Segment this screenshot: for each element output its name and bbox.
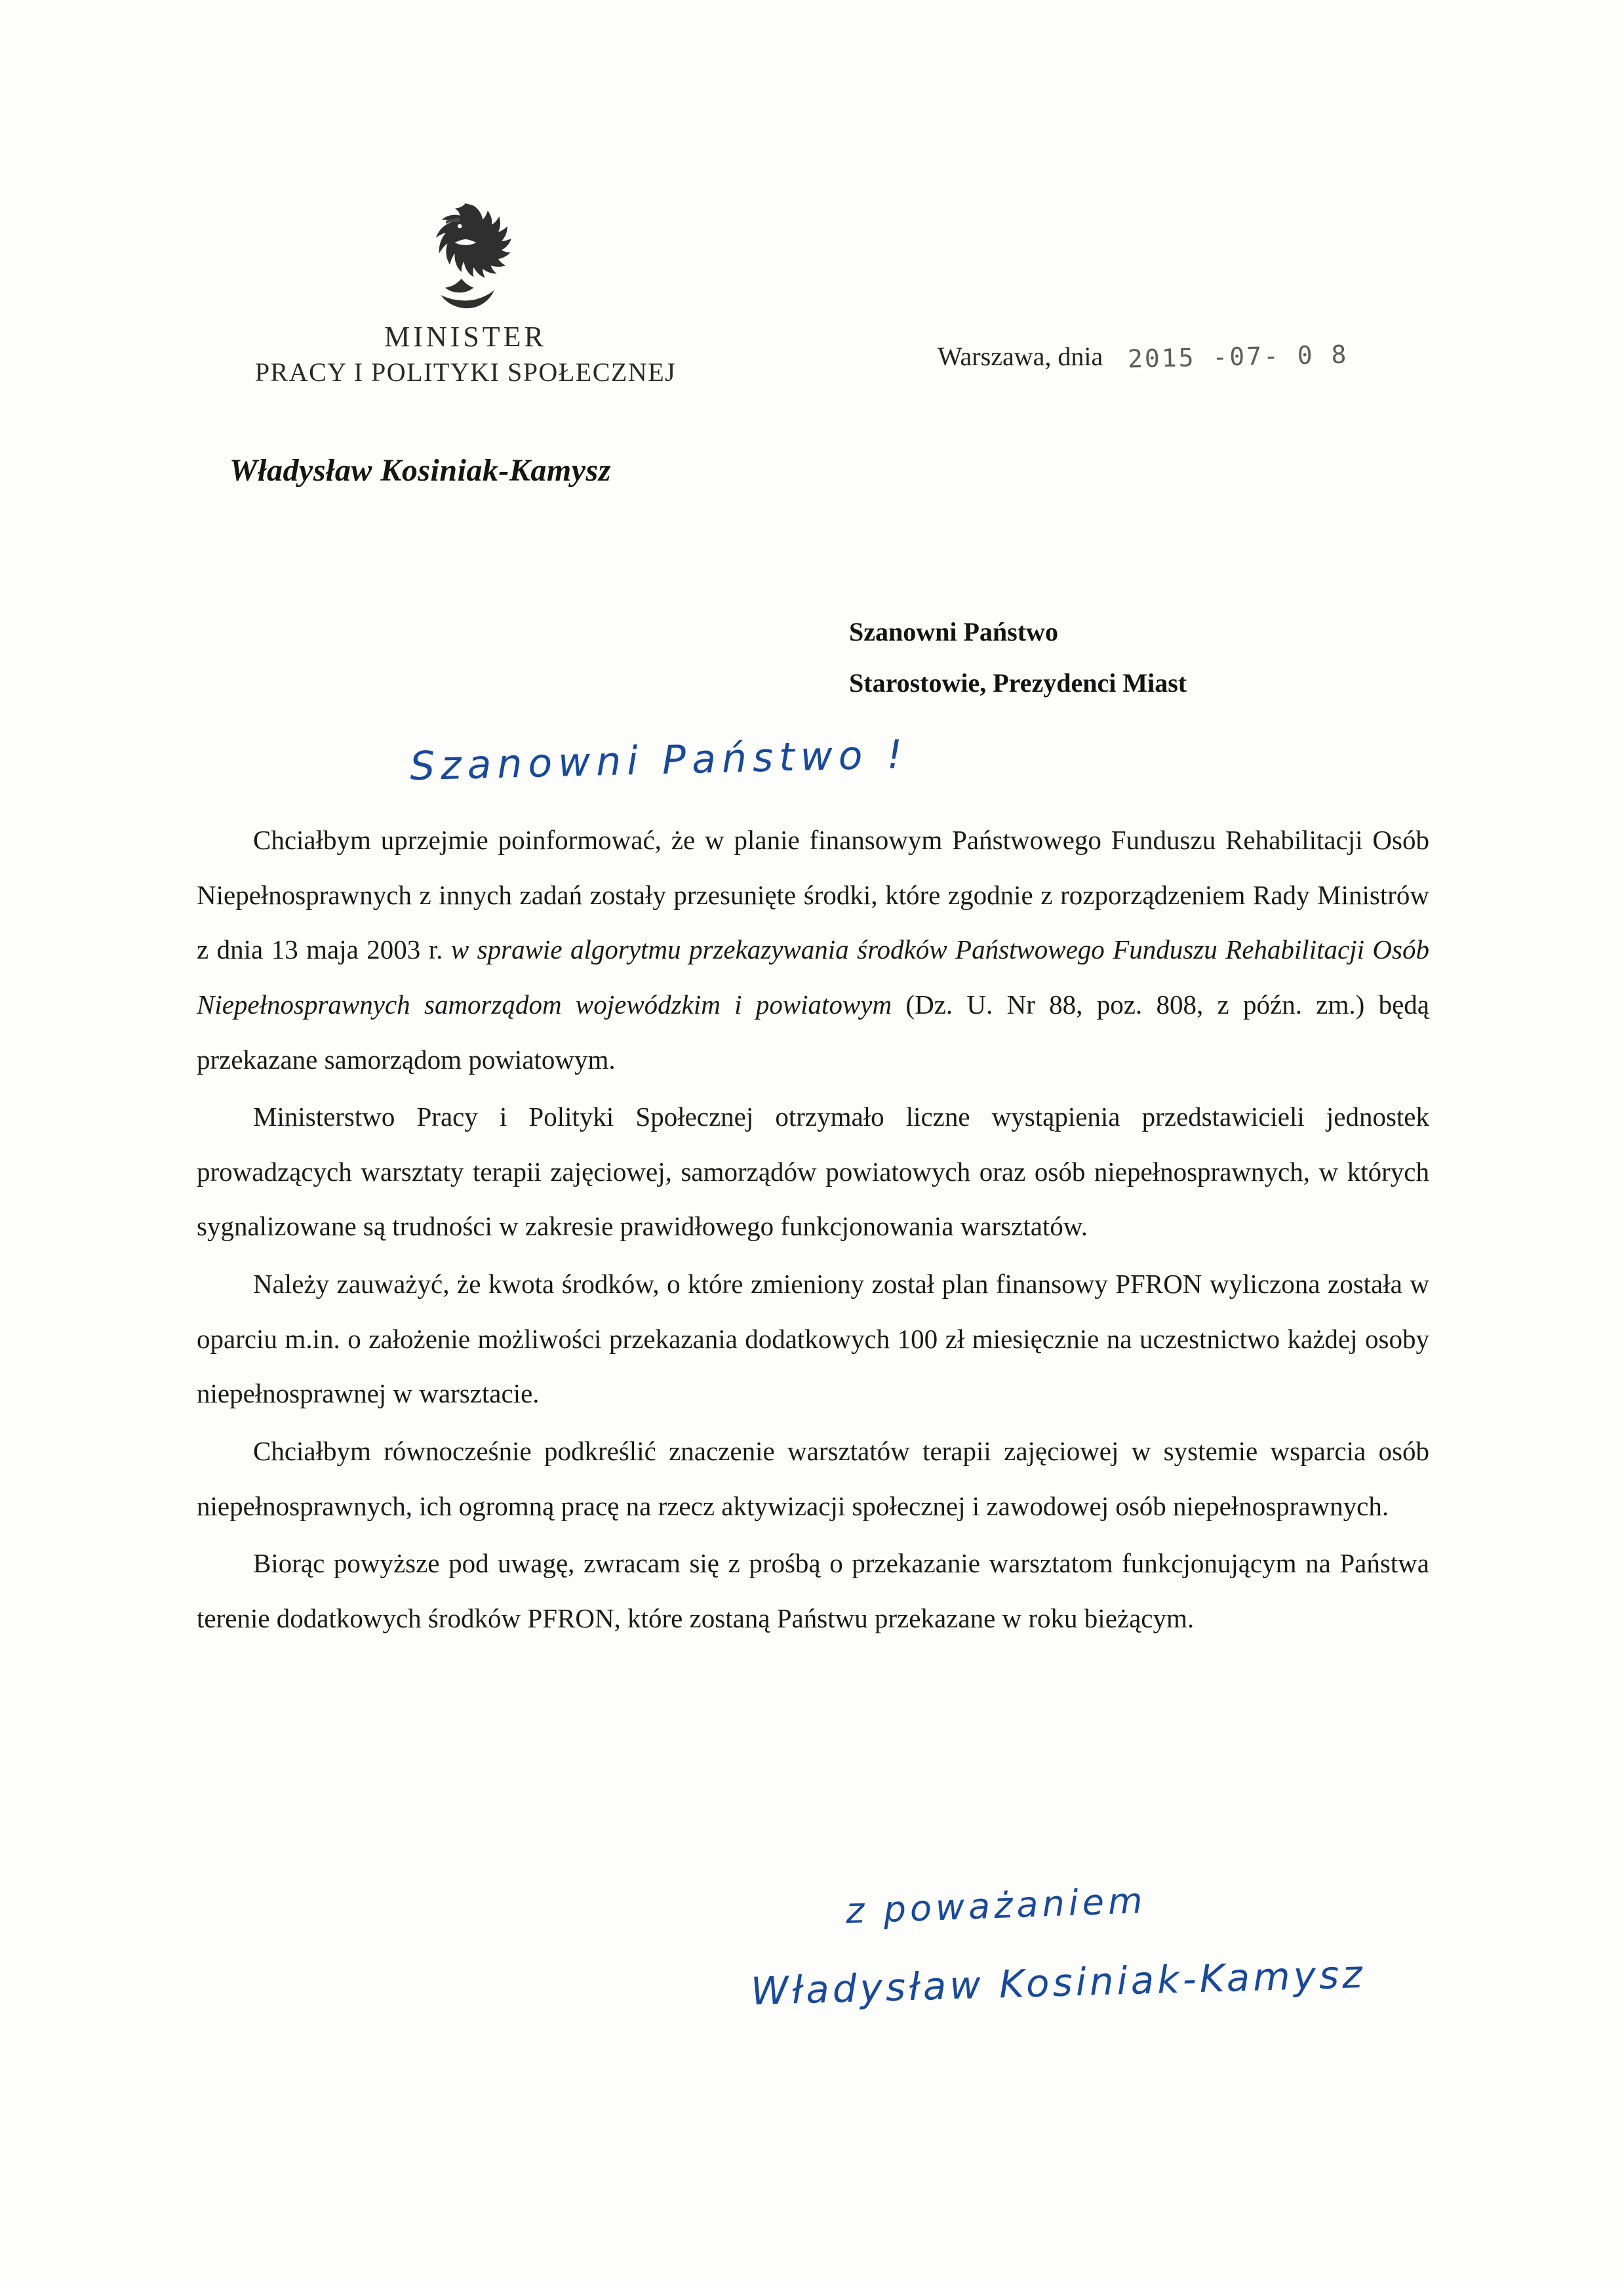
letter-body [197,813,1429,1648]
letterhead [197,197,734,388]
date-block [938,341,1349,372]
text-run: Należy zauważyć, że kwota środków, o które zmieniony został plan finansowy PFRON wyliczona została w oparciu m.in. o założenie możliwości przekazania dodatkowych 100 zł miesięcznie na uczestnictwo każdej osoby niepełnosprawnej w warsztacie. [197,1269,1429,1409]
handwritten-salutation: Szanowni Państwo ! [409,731,909,790]
date-stamp: 2015 -07- 0 8 [1127,340,1349,374]
addressee-block [849,607,1187,709]
text-run: Chciałbym równocześnie podkreślić znaczenie warsztatów terapii zajęciowej w systemie wsparcia osób niepełnosprawnych, ich ogromną pracę na rzecz aktywizacji społecznej i zawodowej osób niepełnosprawnych. [197,1435,1429,1521]
paragraph-p3 [197,1257,1429,1422]
handwritten-signature: Władysław Kosiniak-Kamysz [750,1951,1366,2014]
text-run: (Dz. U. Nr 88, poz. 808, z późn. zm.) będą przekazane samorządom powiatowym. [197,989,1430,1075]
handwritten-regards: z poważaniem [845,1880,1147,1932]
paragraph-p5 [197,1536,1429,1646]
text-run: Ministerstwo Pracy i Polityki Społecznej otrzymało liczne wystąpienia przedstawicieli jednostek prowadzących warsztaty terapii zajęciowej, samorządów powiatowych oraz osób niepełnosprawnych, w których sygnalizowane są trudności w zakresie prawidłowego funkcjonowania warsztatów. [197,1102,1429,1242]
addressee-line-1: Szanowni Państwo [849,617,1058,646]
ministry-title-line-2: PRACY I POLITYKI SPOŁECZNEJ [254,357,677,387]
paragraph-p1 [197,813,1429,1087]
paragraph-p4 [197,1424,1429,1534]
date-place-label: Warszawa, dnia [938,342,1103,371]
text-run: w sprawie algorytmu przekazywania środków Państwowego Funduszu Rehabilitacji Osób Niepełnosprawnych samorządom wojewódzkim i powiatowym [197,934,1429,1020]
minister-name: Władysław Kosiniak-Kamysz [229,453,611,488]
ministry-title-line-1: MINISTER [384,321,547,353]
addressee-line-2: Starostowie, Prezydenci Miast [849,668,1187,698]
polish-eagle-emblem [416,197,515,311]
text-run: Chciałbym uprzejmie poinformować, że w planie finansowym Państwowego Funduszu Rehabilitacji Osób Niepełnosprawnych z innych zadań zostały przesunięte środki, które zgodnie z rozporządzeniem Rady Ministrów z dnia 13 maja 2003 r. [197,825,1429,965]
text-run: Biorąc powyższe pod uwagę, zwracam się z prośbą o przekazanie warsztatom funkcjonującym na Państwa terenie dodatkowych środków PFRON, które zostaną Państwu przekazane w roku bieżącym. [197,1548,1429,1633]
paragraph-p2 [197,1090,1429,1254]
